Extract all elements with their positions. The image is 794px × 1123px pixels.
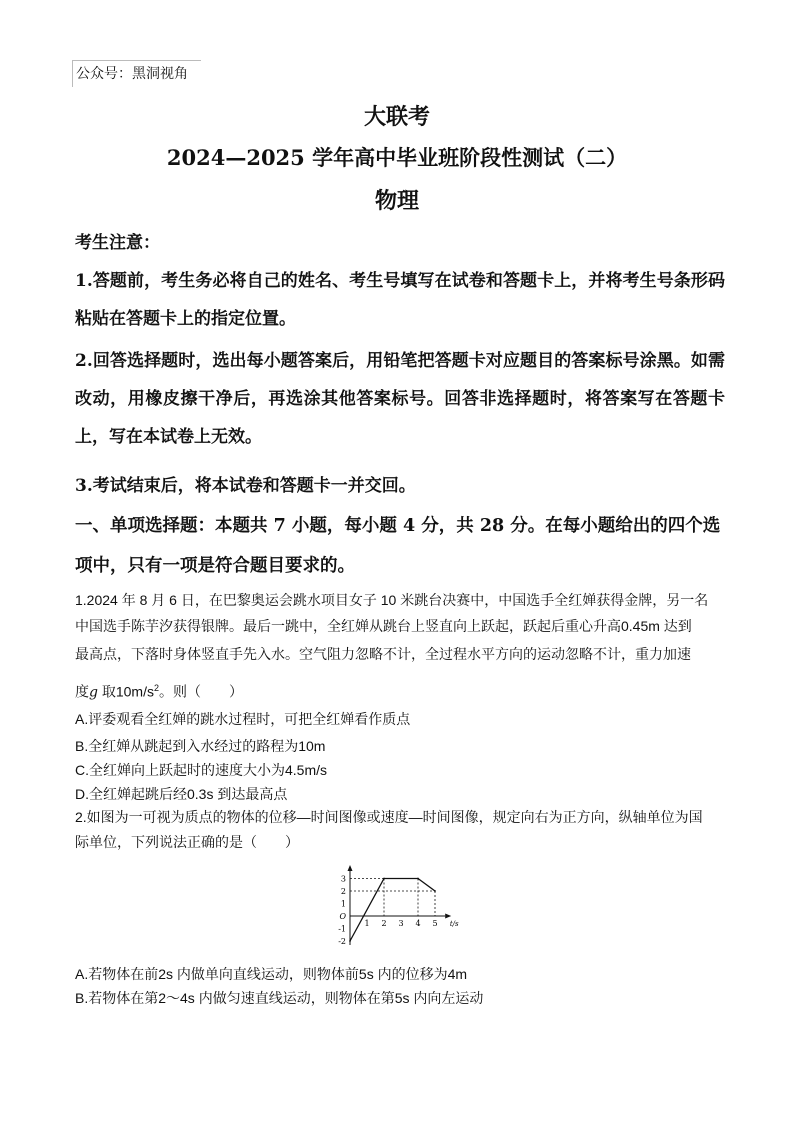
exam-title-year: 2024—2025 学年高中毕业班阶段性测试（二） (166, 145, 628, 170)
q1-option-c: C.全红婵向上跃起时的速度大小为4.5m/s (75, 762, 328, 778)
q1-line-4-sup: 2 (153, 683, 159, 693)
series-line (350, 879, 438, 942)
q1-line-1: 1.2024 年 8 月 6 日，在巴黎奥运会跳水项目女子 10 米跳台决赛中，中国选手全红婵获得金牌，另一名 (75, 592, 709, 608)
series-point (434, 890, 436, 892)
x-tick-label: 4 (415, 919, 421, 928)
y-tick-label: 2 (340, 887, 346, 896)
q1-line-2: 中国选手陈芋汐获得银牌。最后一跳中，全红婵从跳台上竖直向上跃起，跃起后重心升高0.45m 达到 (75, 618, 692, 634)
x-tick-label: 2 (381, 919, 387, 928)
motion-graph (336, 862, 460, 950)
notes-item-2: 2.回答选择题时，选出每小题答案后，用铅笔把答题卡对应题目的答案标号涂黑。如需改动，用橡皮擦干净后，再选涂其他答案标号。回答非选择题时，将答案写在答题卡上，写在本试卷上无效。 (75, 351, 725, 447)
x-axis-label: t/s (449, 920, 459, 928)
y-tick-label: -1 (338, 924, 346, 934)
source-tag: 公众号：黑洞视角 (76, 65, 188, 81)
series-point (417, 878, 419, 880)
section-heading: 一、单项选择题：本题共 7 小题，每小题 4 分，共 28 分。在每小题给出的四个选项中，只有一项是符合题目要求的。 (75, 516, 721, 576)
notes-heading: 考生注意： (75, 233, 160, 253)
q1-line-3: 最高点，下落时身体竖直手先入水。空气阻力忽略不计，全过程水平方向的运动忽略不计，重力加速 (75, 646, 691, 662)
q1-line-4-pre: 度 (75, 683, 89, 700)
q2-option-a: A.若物体在前2s 内做单向直线运动，则物体前5s 内的位移为4m (75, 966, 468, 982)
y-axis-arrow (348, 865, 353, 871)
x-tick-label: 3 (398, 919, 404, 928)
q2-line-2: 际单位，下列说法正确的是（ ） (75, 834, 299, 850)
y-tick-label: 3 (340, 874, 346, 884)
y-tick-label: 1 (340, 899, 346, 909)
q1-line-4 (75, 674, 725, 707)
notes-item-1: 1.答题前，考生务必将自己的姓名、考生号填写在试卷和答题卡上，并将考生号条形码粘贴在答题卡上的指定位置。 (75, 271, 725, 329)
notes-item-3: 3.考试结束后，将本试卷和答题卡一并交回。 (75, 476, 416, 496)
q1-option-a-text: A.评委观看全红婵的跳水过程时，可把全红婵看作质点 (75, 711, 411, 727)
x-tick-label: 5 (432, 919, 438, 928)
q1-option-a (75, 709, 410, 729)
q1-line-4-post: 。则（ ） (159, 683, 243, 700)
q2-option-b: B.若物体在第2～4s 内做匀速直线运动，则物体在第5s 内向左运动 (75, 990, 484, 1006)
series-point (349, 940, 351, 942)
q2-line-1: 2.如图为一可视为质点的物体的位移—时间图像或速度—时间图像，规定向右为正方向，纵轴单位为国 (75, 809, 703, 825)
exam-title-subject: 物理 (374, 188, 419, 214)
y-tick-label: O (339, 912, 346, 921)
series-point (383, 878, 385, 880)
q1-line-4-mid: 取10m/s (97, 683, 154, 700)
gravity-symbol: g (89, 684, 98, 701)
x-tick-label: 1 (364, 919, 370, 928)
y-tick-label: -2 (338, 937, 346, 946)
q1-option-b: B.全红婵从跳起到入水经过的路程为10m (75, 738, 326, 754)
exam-title-main: 大联考 (363, 104, 430, 130)
q1-option-d: D.全红婵起跳后经0.3s 到达最高点 (75, 786, 288, 802)
x-axis-arrow (445, 914, 451, 919)
